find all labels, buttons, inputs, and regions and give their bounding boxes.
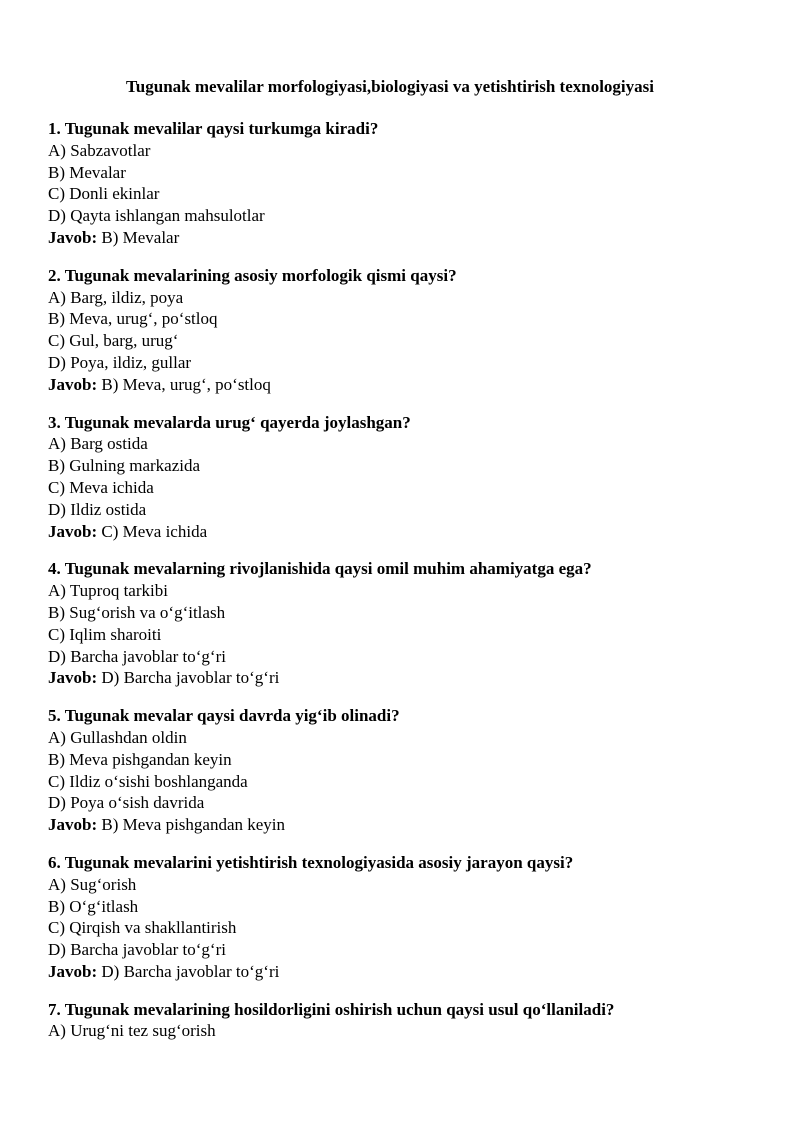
question-7 — [48, 999, 768, 1043]
answer-value: D) Barcha javoblar to‘g‘ri — [101, 961, 280, 981]
answer-label: Javob: — [48, 961, 98, 981]
answer-option: B) O‘g‘itlash — [48, 896, 139, 916]
question-text: 3. Tugunak mevalarda urug‘ qayerda joylashgan? — [48, 412, 411, 432]
answer-option: C) Gul, barg, urug‘ — [48, 331, 179, 351]
answer-value: B) Mevalar — [101, 227, 180, 247]
answer-option: D) Qayta ishlangan mahsulotlar — [48, 206, 265, 226]
answer-option: D) Barcha javoblar to‘g‘ri — [48, 646, 226, 666]
correct-answer — [48, 227, 768, 249]
correct-answer — [48, 374, 768, 396]
question-text: 7. Tugunak mevalarining hosildorligini oshirish uchun qaysi usul qo‘llaniladi? — [48, 999, 615, 1019]
answer-option: B) Meva, urug‘, po‘stloq — [48, 309, 218, 329]
question-text: 2. Tugunak mevalarining asosiy morfologik qismi qaysi? — [48, 265, 457, 285]
question-4 — [48, 558, 768, 689]
answer-label: Javob: — [48, 374, 98, 394]
answer-option: C) Ildiz o‘sishi boshlanganda — [48, 771, 248, 791]
question-6 — [48, 852, 768, 983]
answer-option: A) Gullashdan oldin — [48, 727, 187, 747]
correct-answer — [48, 521, 768, 543]
answer-label: Javob: — [48, 668, 98, 688]
answer-label: Javob: — [48, 227, 98, 247]
answer-option: C) Iqlim sharoiti — [48, 624, 162, 644]
correct-answer — [48, 814, 768, 836]
answer-option: B) Gulning markazida — [48, 456, 201, 476]
answer-option: D) Poya, ildiz, gullar — [48, 352, 192, 372]
answer-option: D) Ildiz ostida — [48, 499, 147, 519]
question-text: 4. Tugunak mevalarning rivojlanishida qaysi omil muhim ahamiyatga ega? — [48, 559, 592, 579]
answer-option: A) Barg, ildiz, poya — [48, 287, 184, 307]
document-title: Tugunak mevalilar morfologiyasi,biologiyasi va yetishtirish texnologiyasi — [126, 77, 654, 96]
question-3 — [48, 412, 768, 543]
answer-value: B) Meva, urug‘, po‘stloq — [101, 374, 271, 394]
question-5 — [48, 705, 768, 836]
correct-answer — [48, 667, 768, 689]
answer-option: C) Donli ekinlar — [48, 184, 160, 204]
answer-option: B) Sug‘orish va o‘g‘itlash — [48, 602, 226, 622]
answer-option: D) Poya o‘sish davrida — [48, 793, 205, 813]
question-2 — [48, 265, 768, 396]
answer-value: C) Meva ichida — [101, 521, 208, 541]
answer-option: A) Barg ostida — [48, 434, 148, 454]
correct-answer — [48, 961, 768, 983]
answer-option: A) Urug‘ni tez sug‘orish — [48, 1021, 216, 1041]
answer-option: C) Meva ichida — [48, 477, 154, 497]
answer-option: A) Sug‘orish — [48, 874, 137, 894]
answer-label: Javob: — [48, 521, 98, 541]
answer-option: B) Mevalar — [48, 162, 126, 182]
question-1 — [48, 118, 768, 249]
answer-value: D) Barcha javoblar to‘g‘ri — [101, 668, 280, 688]
answer-option: A) Sabzavotlar — [48, 140, 151, 160]
quiz-content — [48, 118, 768, 1058]
question-text: 1. Tugunak mevalilar qaysi turkumga kiradi? — [48, 119, 379, 138]
answer-option: A) Tuproq tarkibi — [48, 581, 168, 601]
answer-label: Javob: — [48, 815, 98, 835]
answer-option: B) Meva pishgandan keyin — [48, 749, 232, 769]
question-text: 5. Tugunak mevalar qaysi davrda yig‘ib olinadi? — [48, 706, 400, 726]
question-text: 6. Tugunak mevalarini yetishtirish texnologiyasida asosiy jarayon qaysi? — [48, 852, 574, 872]
answer-option: D) Barcha javoblar to‘g‘ri — [48, 940, 226, 960]
answer-value: B) Meva pishgandan keyin — [101, 815, 286, 835]
answer-option: C) Qirqish va shakllantirish — [48, 918, 237, 938]
